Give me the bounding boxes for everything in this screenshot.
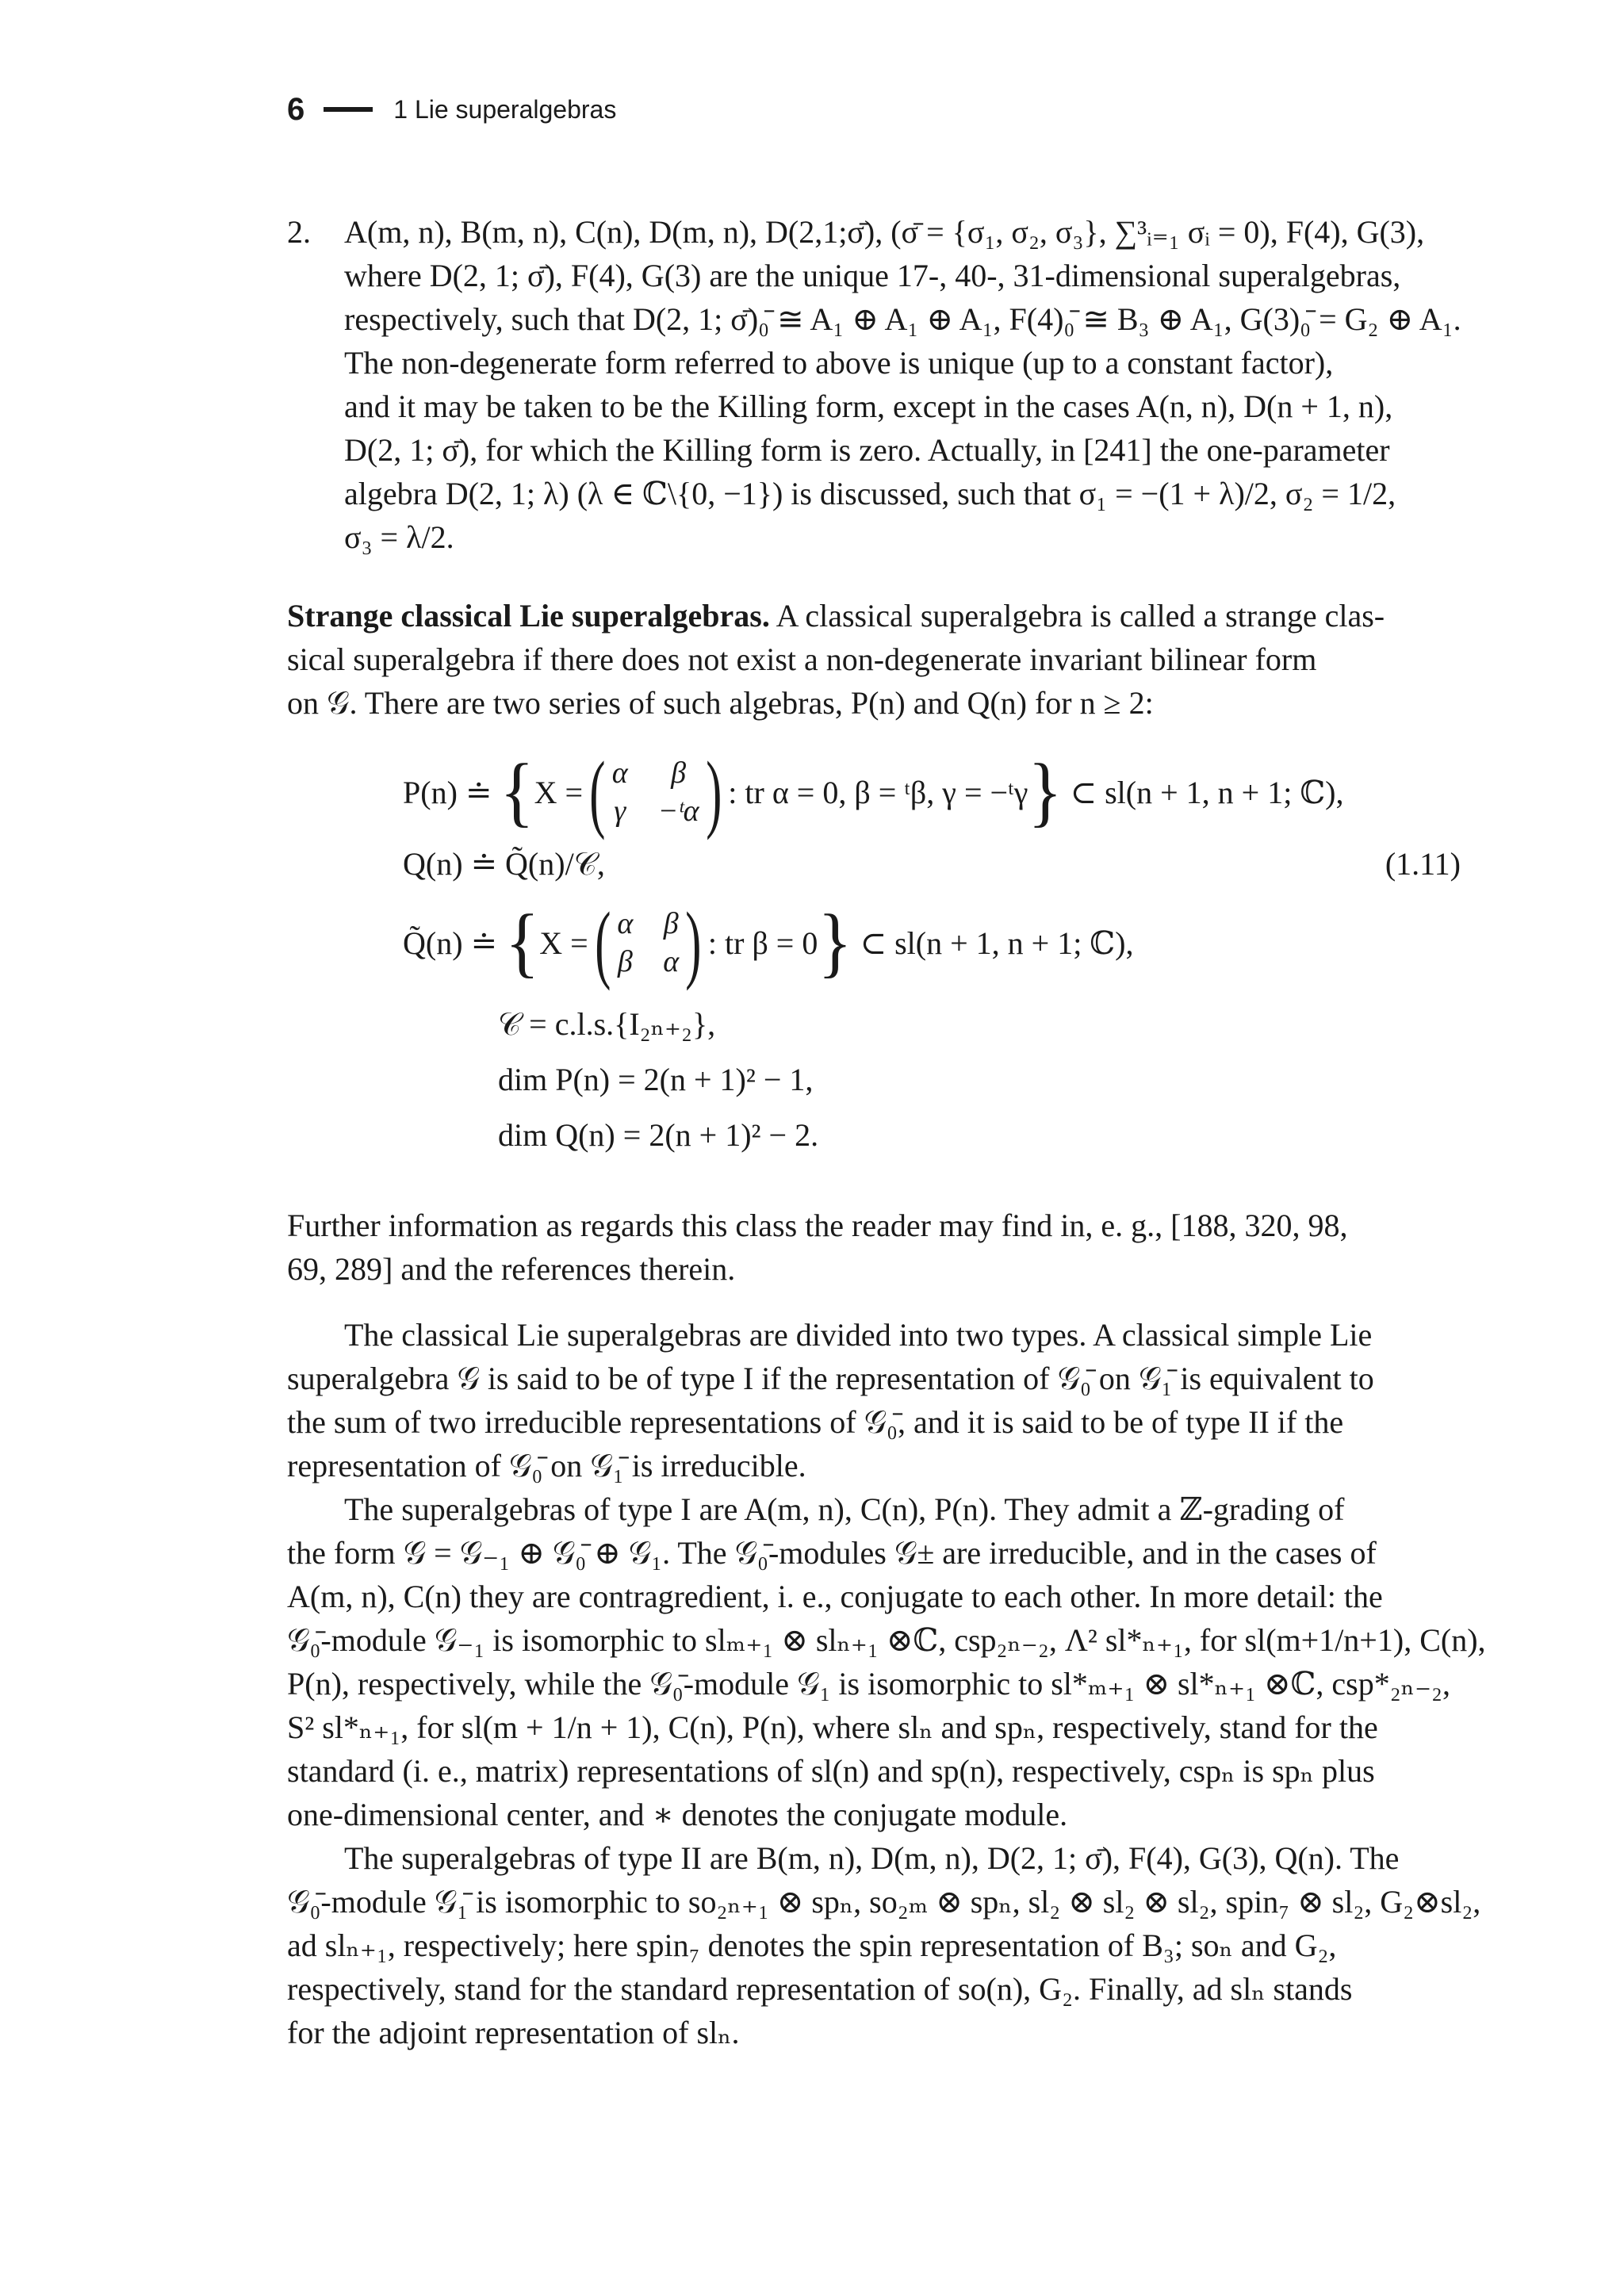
text-line: the form 𝒢 = 𝒢₋₁ ⊕ 𝒢₀̄ ⊕ 𝒢₁. The 𝒢₀̄-modules 𝒢± are irreducible, and in the cases of xyxy=(287,1535,1377,1571)
equation-block xyxy=(287,744,1461,1177)
text-line: one-dimensional center, and ∗ denotes the conjugate module. xyxy=(287,1797,1068,1832)
text-line: 𝒢₀̄-module 𝒢₁̄ is isomorphic to so₂ₙ₊₁ ⊗ spₙ, so₂ₘ ⊗ spₙ, sl₂ ⊗ sl₂ ⊗ sl₂, spin₇ ⊗ sl₂, G₂⊗sl₂, xyxy=(287,1884,1481,1920)
equation-q: Q(n) ≐ Q̃(n)/𝒞, xyxy=(403,846,605,882)
text-line: 69, 289] and the references therein. xyxy=(287,1251,736,1287)
text-line: superalgebra 𝒢 is said to be of type I if the representation of 𝒢₀̄ on 𝒢₁̄ is equivalent to xyxy=(287,1361,1374,1396)
text-line: where D(2, 1; σ̄), F(4), G(3) are the unique 17-, 40-, 31-dimensional superalgebras, xyxy=(344,258,1401,293)
text-line: S² sl*ₙ₊₁, for sl(m + 1/n + 1), C(n), P(n), where slₙ and spₙ, respectively, stand for the xyxy=(287,1709,1378,1745)
running-head xyxy=(287,86,616,133)
types-paragraph xyxy=(287,1313,1461,1487)
text-line: for the adjoint representation of slₙ. xyxy=(287,2015,740,2050)
strange-paragraph xyxy=(287,594,1461,725)
page-number: 6 xyxy=(287,91,305,127)
text-line: representation of 𝒢₀̄ on 𝒢₁̄ is irreducible. xyxy=(287,1448,806,1483)
text-line: ad slₙ₊₁, respectively; here spin₇ denotes the spin representation of B₃; soₙ and G₂, xyxy=(287,1927,1337,1963)
text-line: standard (i. e., matrix) representations of sl(n) and sp(n), respectively, cspₙ is spₙ plus xyxy=(287,1753,1375,1789)
text-line: and it may be taken to be the Killing form, except in the cases A(n, n), D(n + 1, n), xyxy=(344,389,1393,424)
text-line: P(n), respectively, while the 𝒢₀̄-module 𝒢₁ is isomorphic to sl*ₘ₊₁ ⊗ sl*ₙ₊₁ ⊗ℂ, csp*₂ₙ₋₂, xyxy=(287,1666,1450,1702)
main-text xyxy=(287,210,1486,2054)
text-line: A(m, n), B(m, n), C(n), D(m, n), D(2,1;σ̄), (σ̄ = {σ₁, σ₂, σ₃}, ∑³ᵢ₌₁ σᵢ = 0), F(4), G(3), xyxy=(344,214,1425,250)
paragraph-heading: Strange classical Lie superalgebras. xyxy=(287,598,770,634)
chapter-title: 1 Lie superalgebras xyxy=(393,94,617,124)
equation-q-tilde: Q̃(n) ≐ { X = ( α β β α ) : tr β = 0 } ⊂ sl(n + 1, n + 1; ℂ), xyxy=(403,894,1134,991)
text-line: The non-degenerate form referred to above is unique (up to a constant factor), xyxy=(344,345,1334,381)
text-line: on 𝒢. There are two series of such algebras, P(n) and Q(n) for n ≥ 2: xyxy=(287,685,1154,721)
text-line: sical superalgebra if there does not exist a non-degenerate invariant bilinear form xyxy=(287,641,1317,677)
equation-number: (1.11) xyxy=(1385,846,1461,882)
equation-dim-p: dim P(n) = 2(n + 1)² − 1, xyxy=(498,1062,814,1097)
equation-p: P(n) ≐ { X = ( α β γ −ᵗα ) : tr α = 0, β = ᵗβ, γ = −ᵗγ } ⊂ sl(n + 1, n + 1; ℂ), xyxy=(403,744,1344,840)
text-line: The superalgebras of type II are B(m, n), D(m, n), D(2, 1; σ̄), F(4), G(3), Q(n). The xyxy=(344,1840,1400,1876)
text-line: algebra D(2, 1; λ) (λ ∈ ℂ\{0, −1}) is discussed, such that σ₁ = −(1 + λ)/2, σ₂ = 1/2, xyxy=(344,476,1396,511)
header-rule xyxy=(324,107,373,112)
text-line: respectively, stand for the standard representation of so(n), G₂. Finally, ad slₙ stands xyxy=(287,1971,1353,2007)
text-line: Further information as regards this class the reader may find in, e. g., [188, 320, 98, xyxy=(287,1208,1348,1243)
list-item-2 xyxy=(287,210,1461,559)
matrix-q: α β β α xyxy=(617,907,680,978)
further-paragraph xyxy=(287,1204,1461,1291)
text-line: Strange classical Lie superalgebras. A classical superalgebra is called a strange clas- xyxy=(287,598,1385,634)
text-line: The classical Lie superalgebras are divided into two types. A classical simple Lie xyxy=(344,1317,1373,1353)
text-line: A(m, n), C(n) they are contragredient, i. e., conjugate to each other. In more detail: the xyxy=(287,1579,1383,1614)
text-line: D(2, 1; σ̄), for which the Killing form is zero. Actually, in [241] the one-parameter xyxy=(344,432,1390,468)
text-line: σ₃ = λ/2. xyxy=(344,519,454,555)
text-line: the sum of two irreducible representations of 𝒢₀̄, and it is said to be of type II if the xyxy=(287,1404,1344,1440)
matrix-p: α β γ −ᵗα xyxy=(611,756,699,828)
type-one-paragraph xyxy=(287,1487,1486,1836)
equation-c: 𝒞 = c.l.s.{I₂ₙ₊₂}, xyxy=(498,1006,716,1042)
text-line: The superalgebras of type I are A(m, n), C(n), P(n). They admit a ℤ-grading of xyxy=(344,1491,1345,1527)
type-two-paragraph xyxy=(287,1836,1481,2054)
list-marker: 2. xyxy=(287,214,311,250)
equation-dim-q: dim Q(n) = 2(n + 1)² − 2. xyxy=(498,1117,819,1153)
text-line: respectively, such that D(2, 1; σ̄)₀̄ ≅ A₁ ⊕ A₁ ⊕ A₁, F(4)₀̄ ≅ B₃ ⊕ A₁, G(3)₀̄ = G₂ ⊕ A₁. xyxy=(344,301,1461,337)
text-line: 𝒢₀̄-module 𝒢₋₁ is isomorphic to slₘ₊₁ ⊗ slₙ₊₁ ⊗ℂ, csp₂ₙ₋₂, Λ² sl*ₙ₊₁, for sl(m+1/n+1), C(n), xyxy=(287,1622,1486,1658)
